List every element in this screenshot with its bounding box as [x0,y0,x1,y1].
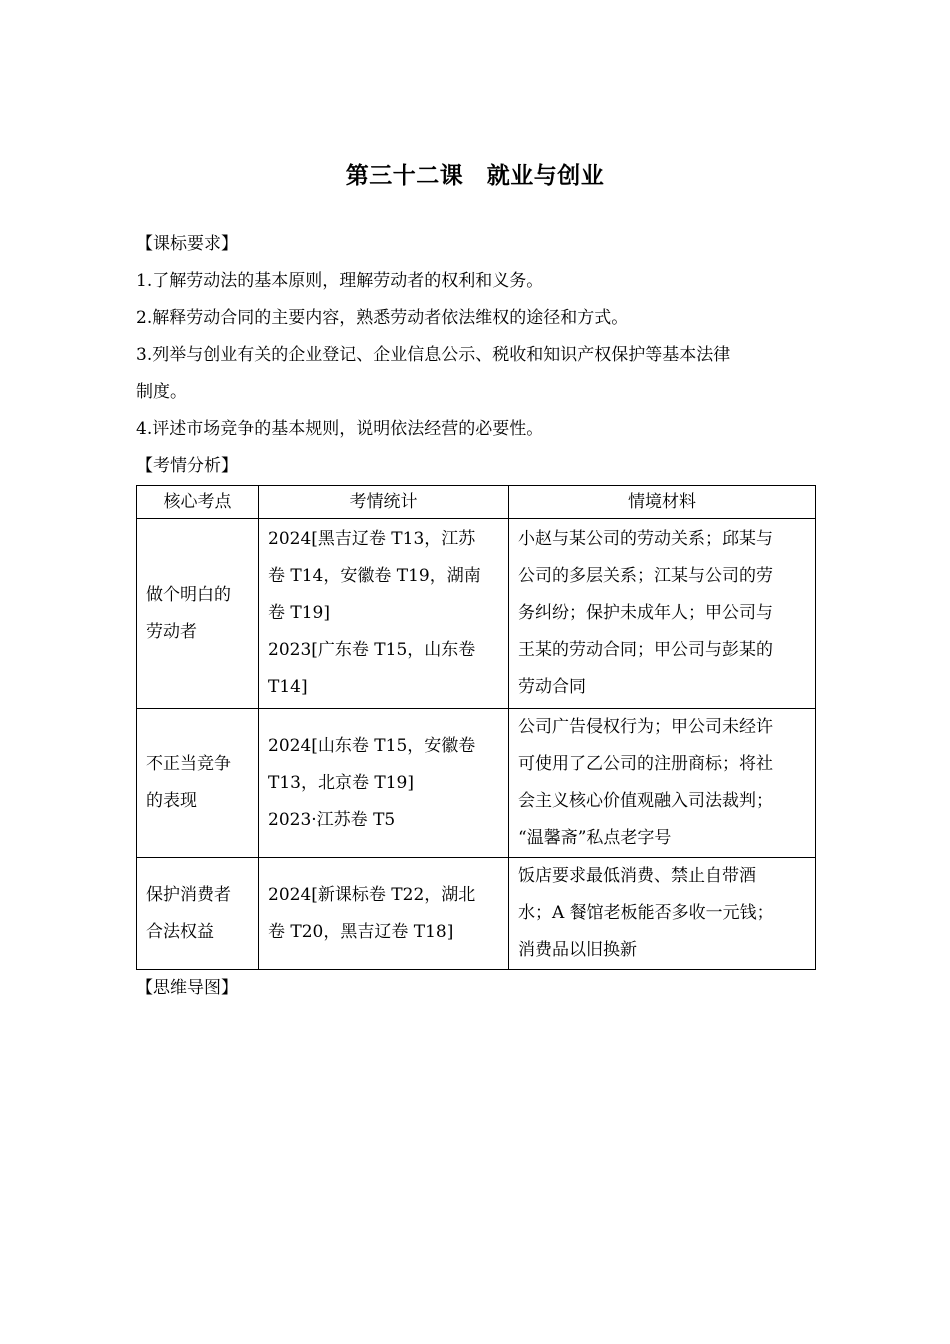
mindmap-heading: 【思维导图】 [136,978,238,998]
curriculum-heading: 【课标要求】 [136,234,238,254]
document-body [136,226,816,1007]
cell-line: 消费品以旧换新 [518,940,637,960]
cell-line: 公司广告侵权行为；甲公司未经许 [518,717,773,737]
topic-cell [137,519,259,709]
curriculum-item-2: 2.解释劳动合同的主要内容，熟悉劳动者依法维权的途径和方式。 [136,308,629,328]
cell-line: 王某的劳动合同；甲公司与彭某的 [518,640,773,660]
cell-line: 劳动合同 [518,677,586,697]
cell-line: 2024[新课标卷 T22，湖北 [268,884,476,905]
material-cell [509,858,816,970]
table-row [137,519,816,709]
cell-line: 饭店要求最低消费、禁止自带酒 [518,866,756,886]
material-cell [509,519,816,709]
cell-line: 公司的多层关系；江某与公司的劳 [518,566,773,586]
curriculum-item-3: 3.列举与创业有关的企业登记、企业信息公示、税收和知识产权保护等基本法律 [136,345,731,365]
curriculum-item-4: 4.评述市场竞争的基本规则，说明依法经营的必要性。 [136,419,544,439]
stats-cell [259,519,509,709]
analysis-heading: 【考情分析】 [136,456,238,476]
cell-line: 保护消费者 [146,884,231,905]
stats-cell [259,709,509,858]
cell-line: 的表现 [146,791,197,811]
page-title: 第三十二课 就业与创业 [345,163,605,189]
cell-line: T13，北京卷 T19] [268,772,414,793]
cell-line: 合法权益 [146,921,214,942]
cell-line: 卷 T14，安徽卷 T19，湖南 [268,566,481,586]
analysis-table [136,485,816,970]
cell-line: 可使用了乙公司的注册商标；将社 [518,754,773,774]
curriculum-item-1: 1.了解劳动法的基本原则，理解劳动者的权利和义务。 [136,271,544,291]
cell-line: 做个明白的 [146,584,231,605]
column-header-topic: 核心考点 [137,486,259,519]
cell-line: 小赵与某公司的劳动关系；邱某与 [518,529,773,549]
column-header-material: 情境材料 [509,486,816,519]
table-header-row [137,486,816,519]
material-cell [509,709,816,858]
cell-line: 会主义核心价值观融入司法裁判； [518,791,773,811]
cell-line: 2023[广东卷 T15，山东卷 [268,640,476,660]
cell-line: 不正当竞争 [146,754,231,774]
cell-line: 2024[黑吉辽卷 T13，江苏 [268,529,476,549]
cell-line: 2024[山东卷 T15，安徽卷 [268,735,476,756]
cell-line: “温馨斋”私点老字号 [518,828,672,848]
cell-line: 务纠纷；保护未成年人；甲公司与 [518,603,773,623]
topic-cell [137,709,259,858]
cell-line: 劳动者 [146,621,197,642]
cell-line: T14] [268,677,308,697]
stats-cell [259,858,509,970]
cell-line: 水；A 餐馆老板能否多收一元钱； [518,903,774,923]
cell-line: 卷 T19] [268,603,331,623]
table-row [137,709,816,858]
column-header-stats: 考情统计 [259,486,509,519]
cell-line: 2023·江苏卷 T5 [268,809,396,830]
curriculum-item-3-continued: 制度。 [136,382,187,402]
table-row [137,858,816,970]
cell-line: 卷 T20，黑吉辽卷 T18] [268,921,454,942]
topic-cell [137,858,259,970]
